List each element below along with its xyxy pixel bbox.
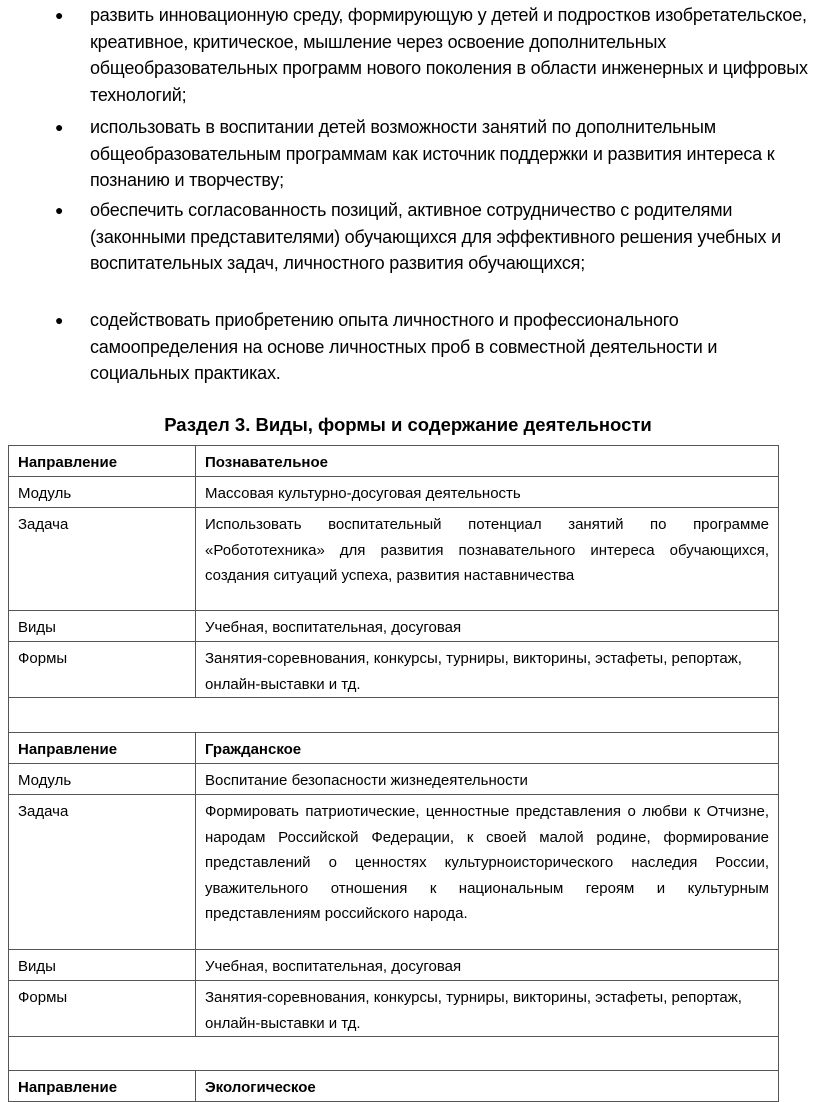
label-cell: Направление <box>9 733 196 764</box>
bullet-icon: ● <box>55 7 64 23</box>
value-cell: Массовая культурно-досуговая деятельность <box>196 477 779 508</box>
table-row <box>9 477 779 508</box>
label-cell: Направление <box>9 446 196 477</box>
table-row <box>9 642 779 698</box>
value-cell: Использовать воспитательный потенциал занятий по программе «Робототехника» для развития познавательного интереса обучающихся, создания ситуаций успеха, развития наставничества <box>196 508 779 611</box>
bullet-icon: ● <box>55 202 64 218</box>
label-cell: Задача <box>9 508 196 611</box>
label-cell: Направление <box>9 1071 196 1102</box>
label-cell: Формы <box>9 981 196 1037</box>
list-item-text: развить инновационную среду, формирующую у детей и подростков изобретательское, креативное, критическое, мышление через освоение дополнительных общеобразовательных программ нового поколения в области инженерных и цифровых технологий; <box>90 5 808 105</box>
table-row <box>9 508 779 611</box>
spacer-row <box>9 1037 779 1071</box>
table-row <box>9 981 779 1037</box>
list-item <box>55 2 814 108</box>
list-item <box>55 197 814 277</box>
list-item-text: обеспечить согласованность позиций, активное сотрудничество с родителями (законными представителями) обучающихся для эффективного решения учебных и воспитательных задач, личностного развития обучающихся; <box>90 200 781 273</box>
table-row <box>9 795 779 950</box>
empty-cell <box>9 1037 779 1071</box>
table-row <box>9 611 779 642</box>
table-row <box>9 1071 779 1102</box>
value-cell: Формировать патриотические, ценностные представления о любви к Отчизне, народам Российской Федерации, к своей малой родине, формирование представлений о ценностях культурноисторического наследия России, уважительного отношения к национальным героям и культурным представлениям российского народа. <box>196 795 779 950</box>
table-row <box>9 764 779 795</box>
label-cell: Формы <box>9 642 196 698</box>
empty-cell <box>9 698 779 733</box>
label-cell: Модуль <box>9 477 196 508</box>
value-cell: Учебная, воспитательная, досуговая <box>196 611 779 642</box>
label-cell: Модуль <box>9 764 196 795</box>
value-cell: Учебная, воспитательная, досуговая <box>196 950 779 981</box>
section-title: Раздел 3. Виды, формы и содержание деятельности <box>164 414 652 435</box>
label-cell: Виды <box>9 611 196 642</box>
list-item-text: использовать в воспитании детей возможности занятий по дополнительным общеобразовательным программам как источник поддержки и развития интереса к познанию и творчеству; <box>90 117 775 190</box>
value-cell: Занятия-соревнования, конкурсы, турниры, викторины, эстафеты, репортаж, онлайн-выставки и тд. <box>196 642 779 698</box>
bullet-icon: ● <box>55 312 64 328</box>
table-row <box>9 446 779 477</box>
bullet-icon: ● <box>55 119 64 135</box>
list-item-text: содействовать приобретению опыта личностного и профессионального самоопределения на основе личностных проб в совместной деятельности и социальных практиках. <box>90 310 718 383</box>
value-cell: Гражданское <box>196 733 779 764</box>
label-cell: Виды <box>9 950 196 981</box>
table-row <box>9 733 779 764</box>
list-item <box>55 307 814 387</box>
activities-table <box>8 445 779 1102</box>
value-cell: Познавательное <box>196 446 779 477</box>
label-cell: Задача <box>9 795 196 950</box>
value-cell: Воспитание безопасности жизнедеятельности <box>196 764 779 795</box>
value-cell: Экологическое <box>196 1071 779 1102</box>
list-item <box>55 114 814 194</box>
value-cell: Занятия-соревнования, конкурсы, турниры, викторины, эстафеты, репортаж, онлайн-выставки и тд. <box>196 981 779 1037</box>
spacer-row <box>9 698 779 733</box>
table-row <box>9 950 779 981</box>
